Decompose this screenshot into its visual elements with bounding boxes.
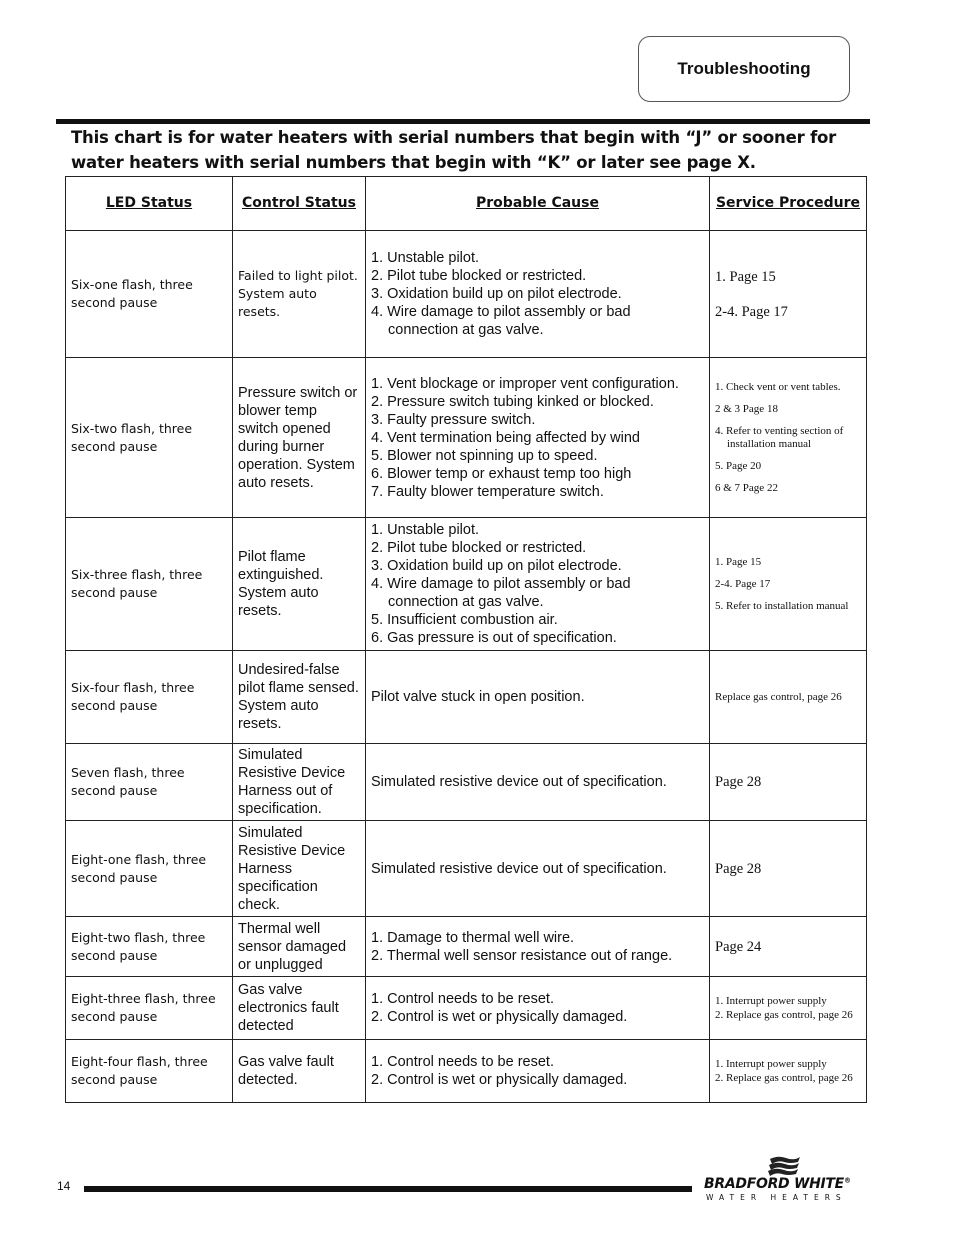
footer-rule	[84, 1186, 692, 1192]
control-status-cell: Simulated Resistive Device Harness specification check.	[233, 821, 366, 917]
control-status-cell: Undesired-false pilot flame sensed. System auto resets.	[233, 651, 366, 744]
table-body	[66, 231, 867, 1103]
service-procedure-cell	[710, 1040, 867, 1103]
probable-cause-cell	[366, 744, 710, 821]
service-procedure-cell	[710, 821, 867, 917]
cause-item: 1. Damage to thermal well wire.	[371, 929, 575, 946]
service-step: 2. Replace gas control, page 26	[715, 1072, 853, 1084]
probable-cause-cell	[366, 977, 710, 1040]
table-row	[66, 1040, 867, 1103]
probable-cause-cell	[366, 231, 710, 358]
cause-item: 2. Pilot tube blocked or restricted.	[371, 540, 587, 556]
led-status-cell: Six-two flash, three second pause	[66, 358, 233, 518]
control-status-cell: Pressure switch or blower temp switch opened during burner operation. System auto resets.	[233, 358, 366, 518]
cause-item: 2. Pressure switch tubing kinked or blocked.	[371, 393, 654, 410]
led-status-cell: Eight-two flash, three second pause	[66, 917, 233, 977]
service-step: 2-4. Page 17	[715, 303, 788, 320]
cause-item: 3. Faulty pressure switch.	[371, 411, 536, 428]
table-row	[66, 821, 867, 917]
control-status-cell: Gas valve electronics fault detected	[233, 977, 366, 1040]
led-status-cell: Eight-four flash, three second pause	[66, 1040, 233, 1103]
column-header-probable-cause: Probable Cause	[366, 177, 710, 231]
table-row	[66, 358, 867, 518]
section-tab-label: Troubleshooting	[677, 59, 811, 78]
service-step: 5. Refer to installation manual	[715, 599, 849, 612]
cause-item: 3. Oxidation build up on pilot electrode.	[371, 558, 622, 574]
cause-item: 4. Wire damage to pilot assembly or bad connection at gas valve.	[371, 576, 631, 610]
cause-item: 5. Blower not spinning up to speed.	[371, 447, 598, 464]
cause-item: 2. Pilot tube blocked or restricted.	[371, 268, 587, 284]
cause-item: 7. Faulty blower temperature switch.	[371, 483, 604, 500]
cause-item: 1. Unstable pilot.	[371, 522, 480, 538]
control-status-cell: Failed to light pilot. System auto resets.	[233, 231, 366, 358]
led-status-cell: Six-four flash, three second pause	[66, 651, 233, 744]
probable-cause-cell	[366, 917, 710, 977]
top-rule	[56, 119, 870, 124]
service-step: 4. Refer to venting section of installation manual	[715, 424, 847, 450]
led-status-cell: Six-three flash, three second pause	[66, 518, 233, 651]
control-status-cell: Simulated Resistive Device Harness out of specification.	[233, 744, 366, 821]
table-row	[66, 651, 867, 744]
service-step: 5. Page 20	[715, 459, 762, 472]
column-header-service-procedure: Service Procedure	[710, 177, 867, 231]
service-step: 1. Check vent or vent tables.	[715, 380, 841, 393]
cause-item: 2. Control is wet or physically damaged.	[371, 1072, 628, 1088]
service-procedure-cell	[710, 917, 867, 977]
service-step: 1. Page 15	[715, 555, 762, 568]
service-procedure-cell	[710, 651, 867, 744]
column-header-control-status: Control Status	[233, 177, 366, 231]
service-step: Page 28	[715, 860, 762, 877]
led-status-cell: Eight-three flash, three second pause	[66, 977, 233, 1040]
table-row	[66, 231, 867, 358]
control-status-cell: Pilot flame extinguished. System auto resets.	[233, 518, 366, 651]
chart-intro: This chart is for water heaters with serial numbers that begin with “J” or sooner for water heaters with serial numbers that begin with “K” or later see page X.	[71, 128, 837, 172]
service-procedure-cell	[710, 358, 867, 518]
cause-item: 3. Oxidation build up on pilot electrode.	[371, 286, 622, 302]
table-row	[66, 917, 867, 977]
control-status-cell: Thermal well sensor damaged or unplugged	[233, 917, 366, 977]
service-step: 1. Interrupt power supply	[715, 995, 827, 1007]
service-step: 6 & 7 Page 22	[715, 481, 778, 494]
section-tab	[638, 36, 850, 102]
cause-item: Simulated resistive device out of specification.	[371, 774, 667, 790]
service-step: Replace gas control, page 26	[715, 690, 842, 703]
led-status-cell: Six-one flash, three second pause	[66, 231, 233, 358]
cause-item: 4. Vent termination being affected by wind	[371, 429, 640, 446]
cause-item: 4. Wire damage to pilot assembly or bad connection at gas valve.	[371, 304, 631, 338]
service-step: 2 & 3 Page 18	[715, 402, 778, 415]
cause-item: 5. Insufficient combustion air.	[371, 612, 558, 628]
cause-item: 2. Control is wet or physically damaged.	[371, 1009, 628, 1025]
table-row	[66, 744, 867, 821]
probable-cause-cell	[366, 518, 710, 651]
brand-wordmark: BRADFORD WHITE®	[704, 1176, 851, 1192]
service-step: 2-4. Page 17	[715, 577, 771, 590]
troubleshooting-table	[65, 176, 867, 1103]
service-procedure-cell	[710, 977, 867, 1040]
service-step: Page 24	[715, 938, 762, 955]
service-step: 1. Page 15	[715, 268, 776, 285]
led-status-cell: Eight-one flash, three second pause	[66, 821, 233, 917]
service-step: 1. Interrupt power supply	[715, 1058, 827, 1070]
column-header-led-status: LED Status	[66, 177, 233, 231]
cause-item: 1. Control needs to be reset.	[371, 1054, 554, 1070]
table-row	[66, 977, 867, 1040]
service-procedure-cell	[710, 744, 867, 821]
control-status-cell: Gas valve fault detected.	[233, 1040, 366, 1103]
probable-cause-cell	[366, 358, 710, 518]
service-step: Page 28	[715, 774, 762, 790]
led-status-cell: Seven flash, three second pause	[66, 744, 233, 821]
cause-item: 1. Control needs to be reset.	[371, 991, 554, 1007]
service-procedure-cell	[710, 231, 867, 358]
probable-cause-cell	[366, 1040, 710, 1103]
cause-item: 6. Gas pressure is out of specification.	[371, 630, 617, 646]
service-procedure-cell	[710, 518, 867, 651]
page-number: 14	[57, 1179, 71, 1193]
flag-logo-icon	[764, 1154, 804, 1178]
table-row	[66, 518, 867, 651]
brand-subtitle: WATER HEATERS	[706, 1193, 847, 1202]
cause-item: 2. Thermal well sensor resistance out of range.	[371, 947, 673, 964]
cause-item: 1. Vent blockage or improper vent configuration.	[371, 375, 679, 392]
cause-item: Simulated resistive device out of specification.	[371, 860, 667, 877]
bradford-white-logo	[704, 1152, 864, 1204]
cause-item: 6. Blower temp or exhaust temp too high	[371, 465, 632, 482]
probable-cause-cell	[366, 821, 710, 917]
probable-cause-cell	[366, 651, 710, 744]
service-step: 2. Replace gas control, page 26	[715, 1009, 853, 1021]
cause-item: Pilot valve stuck in open position.	[371, 689, 585, 705]
cause-item: 1. Unstable pilot.	[371, 250, 480, 266]
